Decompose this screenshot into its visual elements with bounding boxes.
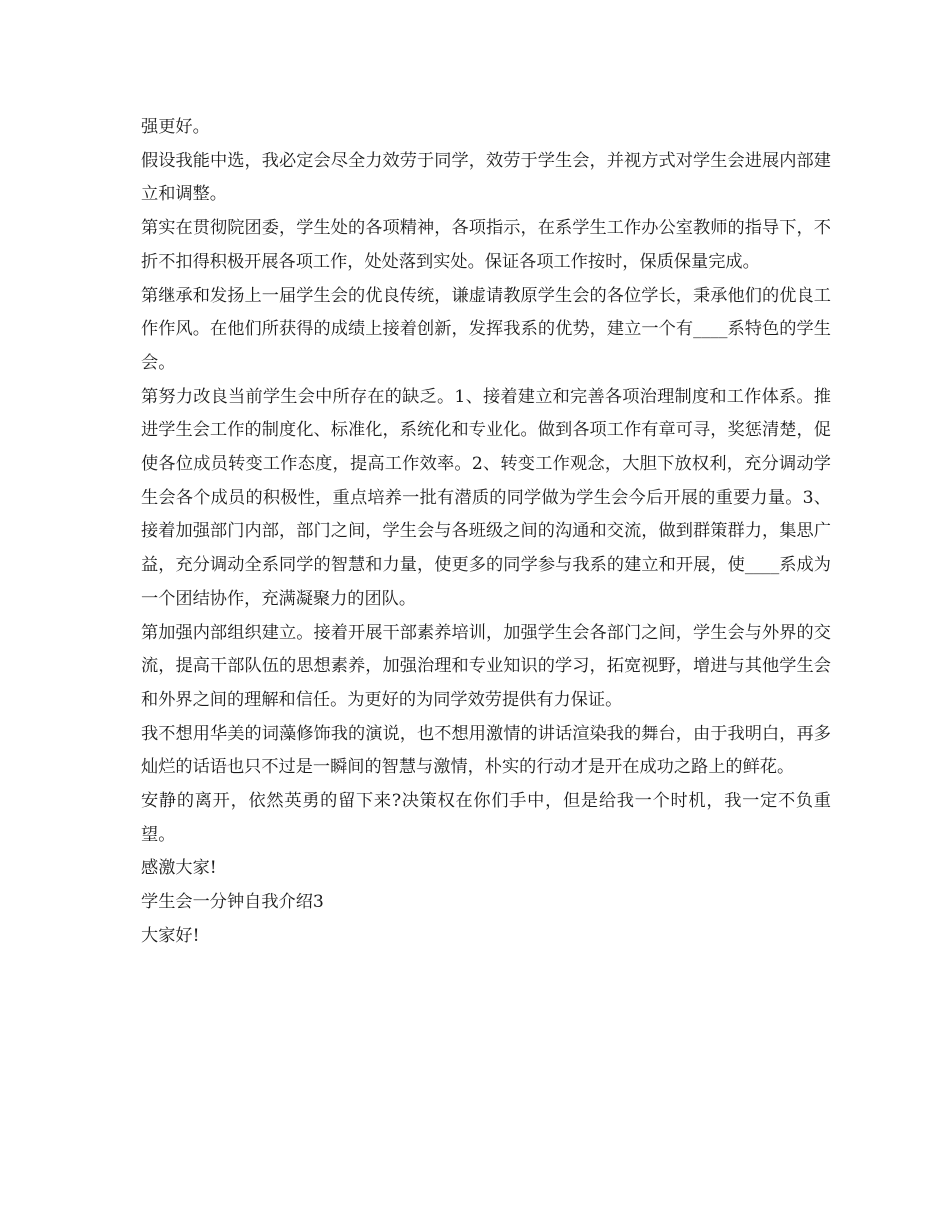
paragraph: 我不想用华美的词藻修饰我的演说，也不想用激情的讲话渲染我的舞台，由于我明白，再多灿烂的话语也只不过是一瞬间的智慧与激情，朴实的行动才是开在成功之路上的鲜花。 (141, 723, 831, 778)
document-body (141, 111, 831, 954)
paragraph: 大家好! (141, 925, 200, 946)
paragraph: 第努力改良当前学生会中所存在的缺乏。1、接着建立和完善各项治理制度和工作体系。推进学生会工作的制度化、标准化，系统化和专业化。做到各项工作有章可寻，奖惩清楚，促使各位成员转变工作态度，提高工作效率。2、转变工作观念，大胆下放权利，充分调动学生会各个成员的积极性，重点培养一批有潜质的同学做为学生会今后开展的重要力量。3、接着加强部门内部，部门之间，学生会与各班级之间的沟通和交流，做到群策群力，集思广益，充分调动全系同学的智慧和力量，使更多的同学参与我系的建立和开展，使____系成为一个团结协作，充满凝聚力的团队。 (141, 386, 831, 609)
paragraph: 第继承和发扬上一届学生会的优良传统，谦虚请教原学生会的各位学长，秉承他们的优良工作作风。在他们所获得的成绩上接着创新，发挥我系的优势，建立一个有____系特色的学生会。 (141, 285, 831, 373)
paragraph: 第实在贯彻院团委，学生处的各项精神，各项指示，在系学生工作办公室教师的指导下，不折不扣得积极开展各项工作，处处落到实处。保证各项工作按时，保质保量完成。 (141, 218, 831, 272)
paragraph: 第加强内部组织建立。接着开展干部素养培训，加强学生会各部门之间，学生会与外界的交流，提高干部队伍的思想素养，加强治理和专业知识的学习，拓宽视野，增进与其他学生会和外界之间的理解和信任。为更好的为同学效劳提供有力保证。 (141, 622, 831, 710)
paragraph: 感激大家! (141, 858, 217, 879)
section-heading: 学生会一分钟自我介绍3 (141, 892, 324, 913)
paragraph: 安静的离开，依然英勇的留下来?决策权在你们手中，但是给我一个时机，我一定不负重望。 (141, 791, 831, 845)
paragraph: 强更好。 (141, 117, 210, 137)
paragraph: 假设我能中选，我必定会尽全力效劳于同学，效劳于学生会，并视方式对学生会进展内部建立和调整。 (141, 150, 831, 205)
